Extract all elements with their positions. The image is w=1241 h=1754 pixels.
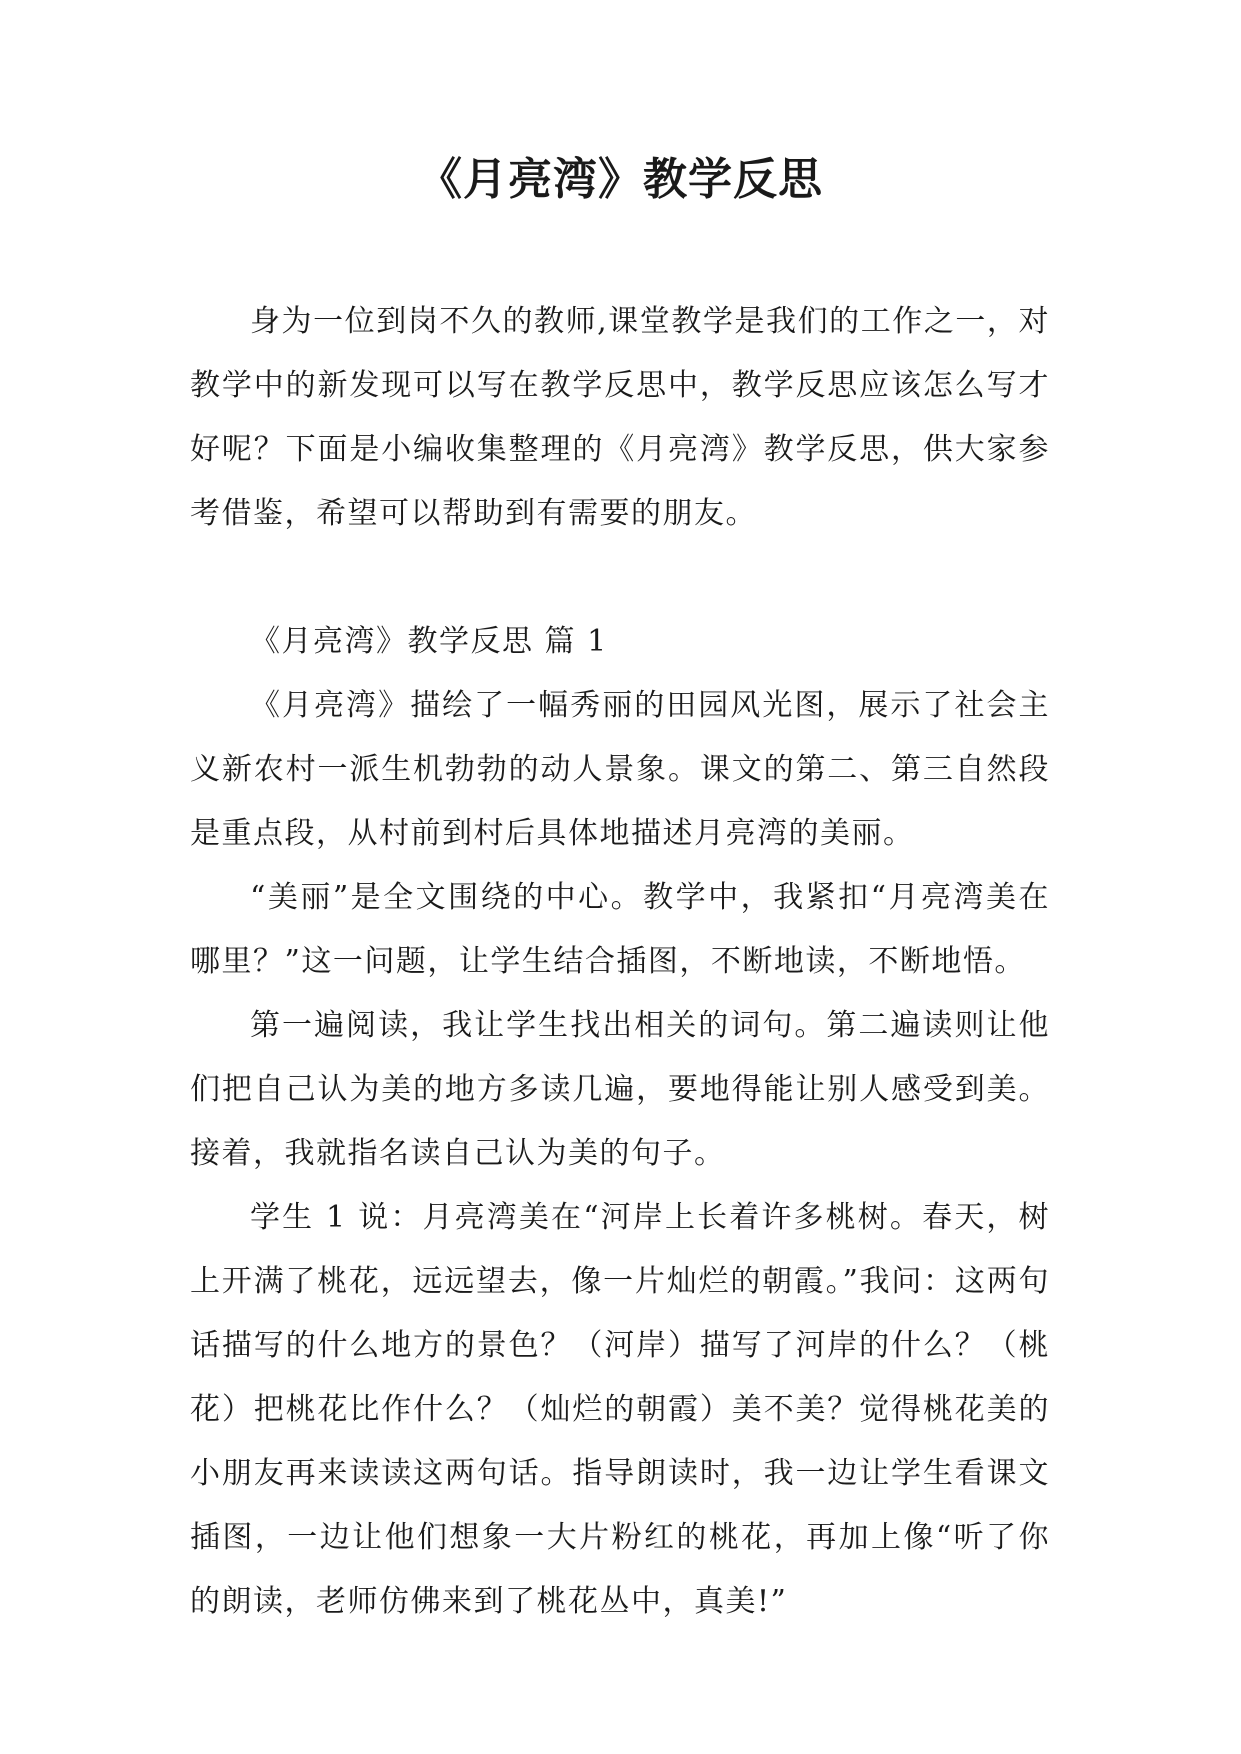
body-paragraph: 《月亮湾》描绘了一幅秀丽的田园风光图，展示了社会主义新农村一派生机勃勃的动人景象。课文的第二、第三自然段是重点段，从村前到村后具体地描述月亮湾的美丽。 xyxy=(190,688,1050,851)
intro-paragraph: 身为一位到岗不久的教师,课堂教学是我们的工作之一，对教学中的新发现可以写在教学反思中，教学反思应该怎么写才好呢？下面是小编收集整理的《月亮湾》教学反思，供大家参考借鉴，希望可以帮助到有需要的朋友。 xyxy=(190,304,1050,531)
body-paragraph: “美丽”是全文围绕的中心。教学中，我紧扣“月亮湾美在哪里？”这一问题，让学生结合插图，不断地读，不断地悟。 xyxy=(190,880,1050,979)
document-body xyxy=(190,290,1050,1634)
document-title: 《月亮湾》教学反思 xyxy=(418,154,823,205)
body-paragraph: 学生 1 说：月亮湾美在“河岸上长着许多桃树。春天，树上开满了桃花，远远望去，像一片灿烂的朝霞。”我问：这两句话描写的什么地方的景色？（河岸）描写了河岸的什么？（桃花）把桃花比作什么？（灿烂的朝霞）美不美？觉得桃花美的小朋友再来读读这两句话。指导朗读时，我一边让学生看课文插图，一边让他们想象一大片粉红的桃花，再加上像“听了你的朗读，老师仿佛来到了桃花丛中，真美!” xyxy=(190,1200,1050,1619)
body-paragraph: 第一遍阅读，我让学生找出相关的词句。第二遍读则让他们把自己认为美的地方多读几遍，要地得能让别人感受到美。接着，我就指名读自己认为美的句子。 xyxy=(190,1008,1050,1171)
section-heading: 《月亮湾》教学反思 篇 1 xyxy=(250,624,608,659)
